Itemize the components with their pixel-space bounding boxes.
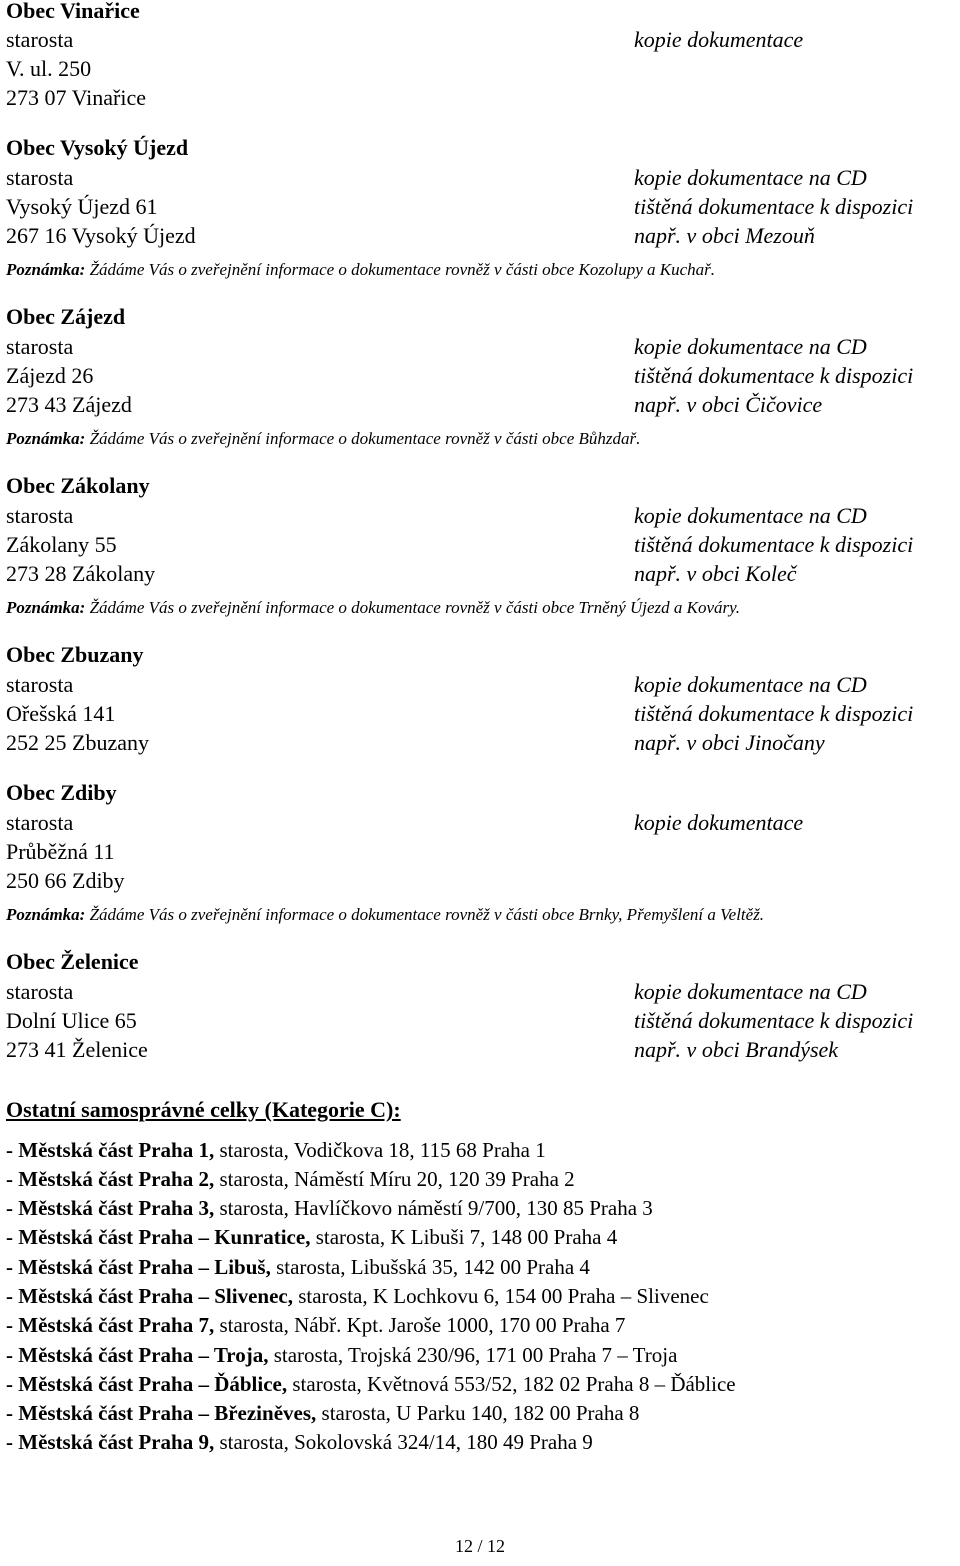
block-address-1: Ořešská 141 xyxy=(6,701,116,726)
block-right-line-3: např. v obci Koleč xyxy=(634,561,797,586)
block-role: starosta xyxy=(6,334,74,359)
list-item: - Městská část Praha 7, starosta, Nábř. Kpt. Jaroše 1000, 170 00 Praha 7 xyxy=(6,1313,626,1337)
block-right-line-1: kopie dokumentace na CD xyxy=(634,165,867,190)
block-right-line-2: tištěná dokumentace k dispozici xyxy=(634,701,914,726)
block-address-2: 273 07 Vinařice xyxy=(6,85,147,110)
block-title: Obec Zájezd xyxy=(6,304,126,329)
list-item: - Městská část Praha – Kunratice, starosta, K Libuši 7, 148 00 Praha 4 xyxy=(6,1225,618,1249)
list-item: - Městská část Praha – Ďáblice, starosta, Květnová 553/52, 182 02 Praha 8 – Ďáblice xyxy=(6,1372,736,1396)
block-address-2: 267 16 Vysoký Újezd xyxy=(6,223,196,248)
block-right-line-1: kopie dokumentace na CD xyxy=(634,672,867,697)
block-address-1: V. ul. 250 xyxy=(6,56,92,81)
block-right-line-3: např. v obci Čičovice xyxy=(634,392,823,417)
block-address-2: 273 43 Zájezd xyxy=(6,392,132,417)
block-right-line-2: tištěná dokumentace k dispozici xyxy=(634,1008,914,1033)
note-label: Poznámka: xyxy=(6,598,86,617)
block-role: starosta xyxy=(6,503,74,528)
list-item: - Městská část Praha 3, starosta, Havlíčkovo náměstí 9/700, 130 85 Praha 3 xyxy=(6,1196,653,1220)
block-address-1: Dolní Ulice 65 xyxy=(6,1008,137,1033)
block-address-1: Zákolany 55 xyxy=(6,532,117,557)
page-number: 12 / 12 xyxy=(454,1536,505,1556)
block-right-line-2: tištěná dokumentace k dispozici xyxy=(634,532,914,557)
block-title: Obec Zákolany xyxy=(6,473,150,498)
block-address-1: Vysoký Újezd 61 xyxy=(6,194,158,219)
block-role: starosta xyxy=(6,27,74,52)
block-title: Obec Želenice xyxy=(6,949,139,974)
block-note xyxy=(6,597,740,619)
block-address-2: 273 28 Zákolany xyxy=(6,561,156,586)
list-item: - Městská část Praha – Libuš, starosta, Libušská 35, 142 00 Praha 4 xyxy=(6,1255,590,1279)
note-text: Žádáme Vás o zveřejnění informace o dokumentace rovněž v části obce Trněný Újezd a Kováry. xyxy=(85,598,741,617)
block-right-line-2: tištěná dokumentace k dispozici xyxy=(634,363,914,388)
block-title: Obec Zbuzany xyxy=(6,642,144,667)
block-right-line-3: např. v obci Brandýsek xyxy=(634,1037,839,1062)
block-address-2: 250 66 Zdiby xyxy=(6,868,125,893)
block-note xyxy=(6,904,764,926)
note-text: Žádáme Vás o zveřejnění informace o dokumentace rovněž v části obce Bůhzdař. xyxy=(85,429,641,448)
block-note xyxy=(6,259,715,281)
block-note xyxy=(6,428,640,450)
block-right-line-1: kopie dokumentace na CD xyxy=(634,503,867,528)
note-text: Žádáme Vás o zveřejnění informace o dokumentace rovněž v části obce Kozolupy a Kuchař. xyxy=(85,260,715,279)
block-address-1: Průběžná 11 xyxy=(6,839,115,864)
block-address-2: 252 25 Zbuzany xyxy=(6,730,149,755)
note-label: Poznámka: xyxy=(6,905,86,924)
block-right-line-1: kopie dokumentace na CD xyxy=(634,979,867,1004)
block-role: starosta xyxy=(6,810,74,835)
note-label: Poznámka: xyxy=(6,429,86,448)
block-role: starosta xyxy=(6,672,74,697)
block-right-line-1: kopie dokumentace xyxy=(634,810,804,835)
block-right-line-3: např. v obci Jinočany xyxy=(634,730,825,755)
block-right-line-2: tištěná dokumentace k dispozici xyxy=(634,194,914,219)
list-item: - Městská část Praha – Troja, starosta, Trojská 230/96, 171 00 Praha 7 – Troja xyxy=(6,1343,678,1367)
block-address-2: 273 41 Želenice xyxy=(6,1037,148,1062)
block-right-line-3: např. v obci Mezouň xyxy=(634,223,815,248)
block-title: Obec Zdiby xyxy=(6,780,117,805)
block-title: Obec Vysoký Újezd xyxy=(6,135,189,160)
note-label: Poznámka: xyxy=(6,260,86,279)
block-role: starosta xyxy=(6,979,74,1004)
block-address-1: Zájezd 26 xyxy=(6,363,94,388)
note-text: Žádáme Vás o zveřejnění informace o dokumentace rovněž v části obce Brnky, Přemyšlení a Veltěž. xyxy=(85,905,765,924)
list-item: - Městská část Praha – Březiněves, starosta, U Parku 140, 182 00 Praha 8 xyxy=(6,1401,640,1425)
block-right-line-1: kopie dokumentace xyxy=(634,27,804,52)
list-item: - Městská část Praha – Slivenec, starosta, K Lochkovu 6, 154 00 Praha – Slivenec xyxy=(6,1284,709,1308)
block-role: starosta xyxy=(6,165,74,190)
list-item: - Městská část Praha 1, starosta, Vodičkova 18, 115 68 Praha 1 xyxy=(6,1138,546,1162)
list-item: - Městská část Praha 2, starosta, Náměstí Míru 20, 120 39 Praha 2 xyxy=(6,1167,575,1191)
list-item: - Městská část Praha 9, starosta, Sokolovská 324/14, 180 49 Praha 9 xyxy=(6,1430,593,1454)
block-right-line-1: kopie dokumentace na CD xyxy=(634,334,867,359)
block-title: Obec Vinařice xyxy=(6,0,140,23)
section-heading: Ostatní samosprávné celky (Kategorie C): xyxy=(6,1097,401,1122)
